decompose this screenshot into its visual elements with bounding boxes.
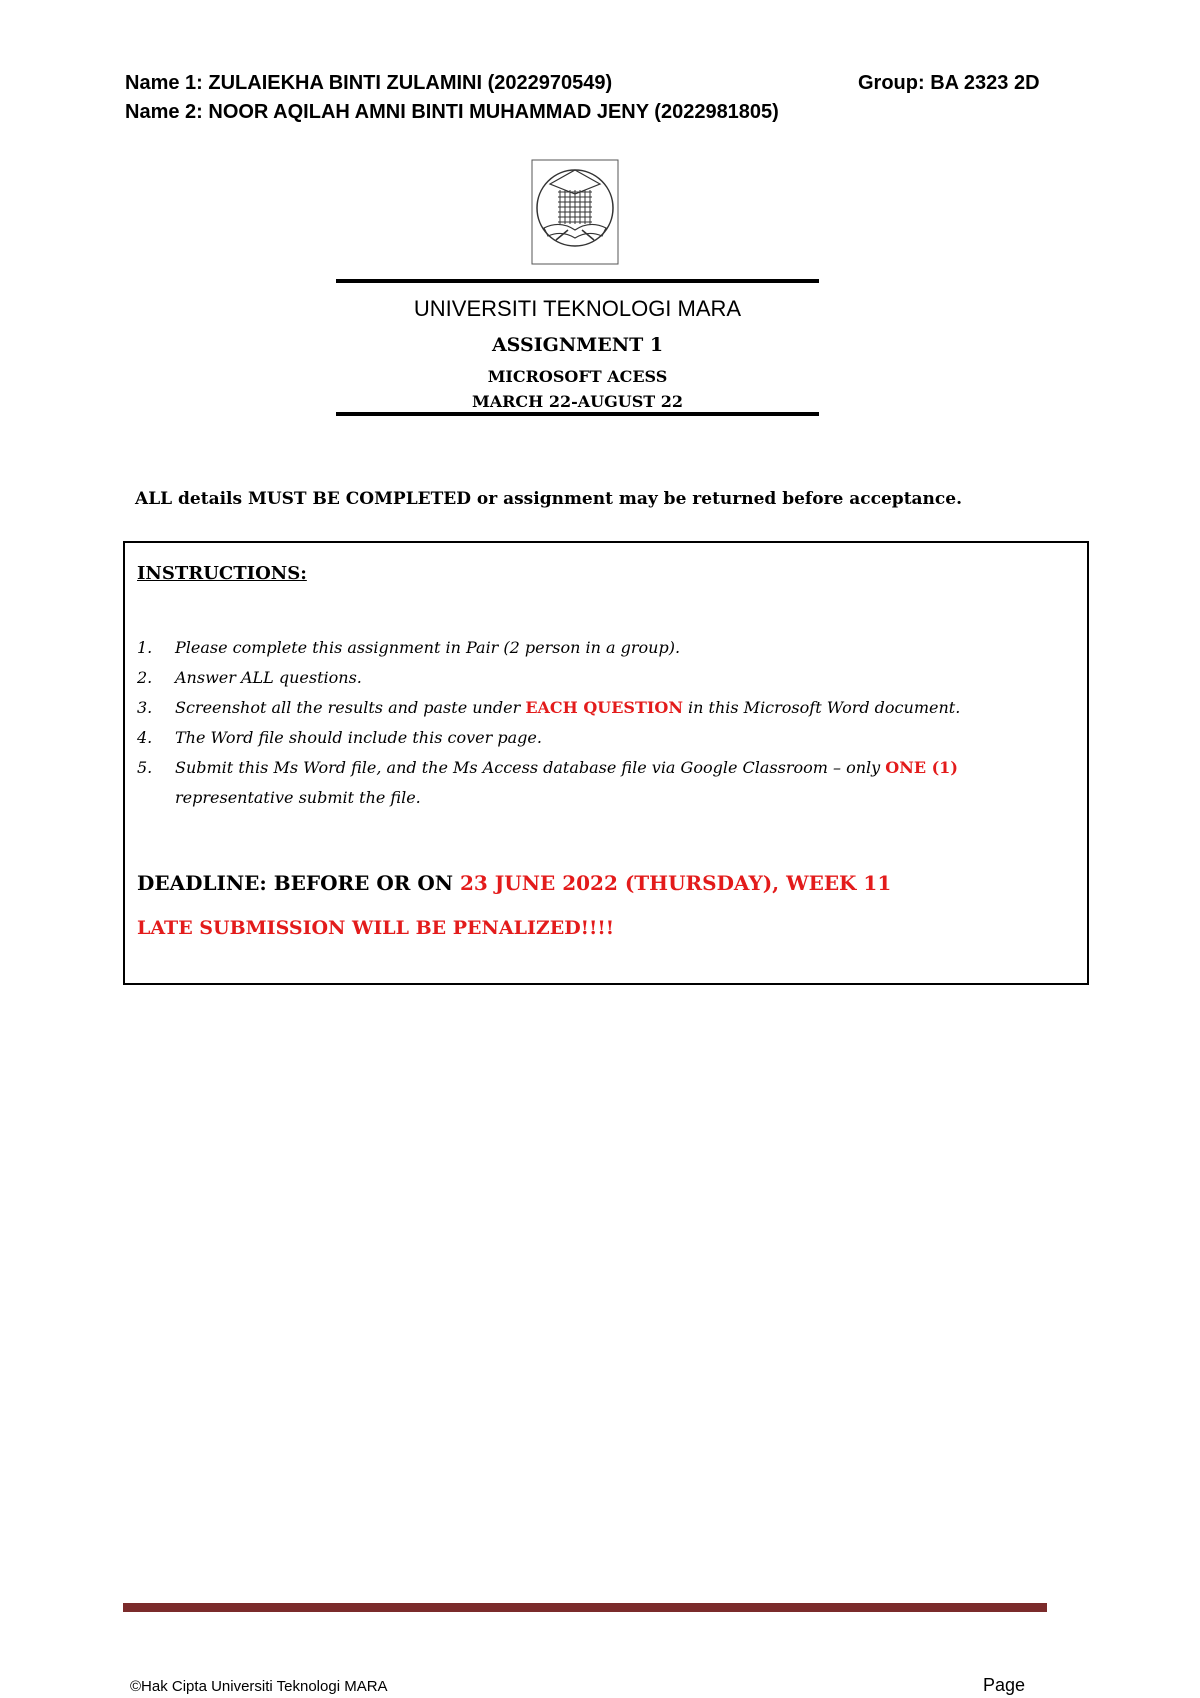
list-item: 1. Please complete this assignment in Pair (2 person in a group).	[137, 638, 681, 657]
subject-title: MICROSOFT ACESS	[487, 367, 668, 386]
list-item: 2. Answer ALL questions.	[137, 668, 362, 687]
university-name: UNIVERSITI TEKNOLOGI MARA	[413, 296, 742, 321]
uitm-crest-icon	[530, 158, 620, 266]
list-item: 3. Screenshot all the results and paste under EACH QUESTION in this Microsoft Word document.	[137, 698, 961, 717]
list-item: 4. The Word file should include this cover page.	[137, 728, 542, 747]
list-item: 5. Submit this Ms Word file, and the Ms Access database file via Google Classroom – only ONE (1) representative submit the file.	[137, 758, 958, 807]
instructions-list	[137, 633, 1075, 813]
deadline-line: DEADLINE: BEFORE OR ON 23 JUNE 2022 (THURSDAY), WEEK 11	[137, 871, 892, 895]
deadline-date: 23 JUNE 2022 (THURSDAY), WEEK 11	[460, 871, 892, 895]
instructions-box	[123, 541, 1089, 985]
completion-notice: ALL details MUST BE COMPLETED or assignment may be returned before acceptance.	[135, 489, 963, 509]
late-warning: LATE SUBMISSION WILL BE PENALIZED!!!!	[137, 917, 615, 939]
semester-period: MARCH 22-AUGUST 22	[471, 392, 684, 411]
instructions-title: INSTRUCTIONS:	[137, 563, 307, 584]
title-rule-bottom	[336, 412, 819, 416]
group-code: Group: BA 2323 2D	[858, 72, 1040, 94]
footer-divider	[123, 1603, 1047, 1612]
student-name-1: Name 1: ZULAIEKHA BINTI ZULAMINI (2022970549)	[125, 72, 613, 94]
page-label: Page	[983, 1675, 1026, 1695]
title-rule-top	[336, 279, 819, 283]
assignment-title: ASSIGNMENT 1	[491, 334, 664, 356]
copyright-text: ©Hak Cipta Universiti Teknologi MARA	[130, 1678, 388, 1695]
student-name-2: Name 2: NOOR AQILAH AMNI BINTI MUHAMMAD JENY (2022981805)	[125, 101, 779, 123]
